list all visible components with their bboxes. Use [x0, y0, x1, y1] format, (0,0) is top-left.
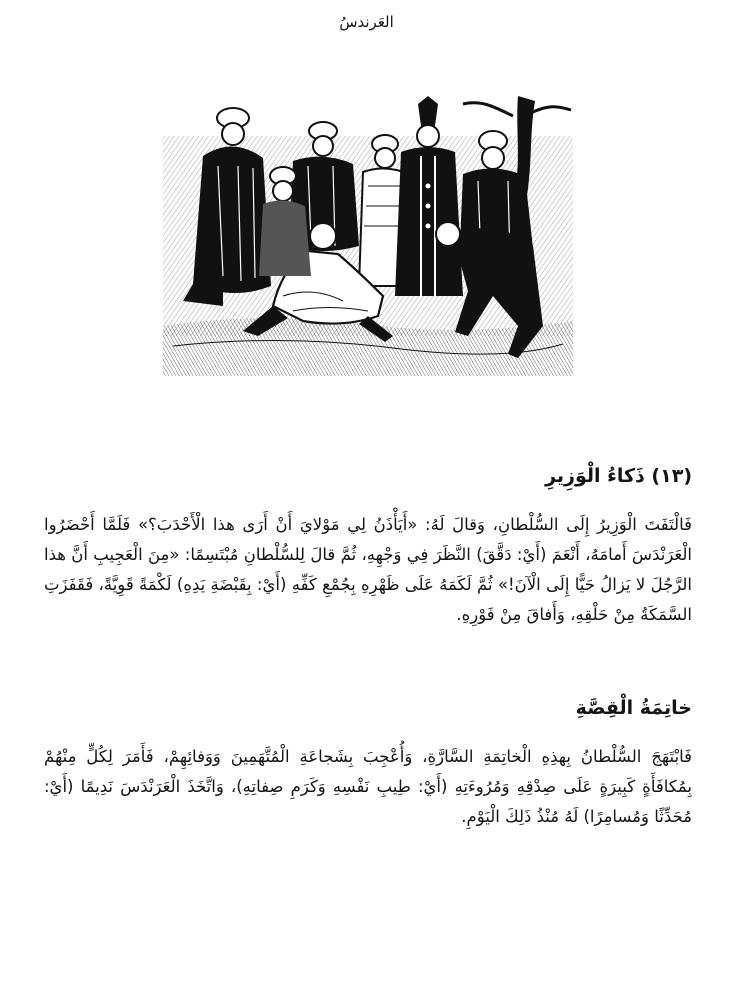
section-vizier-intelligence: [44, 462, 692, 630]
section-story-ending: [44, 694, 692, 832]
section-heading: (١٣) ذَكاءُ الْوَزِيرِ: [545, 465, 692, 487]
section-paragraph: فَابْتَهَجَ السُّلْطانُ بِهذِهِ الْخاتِمَةِ السَّارَّةِ، وَأُعْجِبَ بِشَجاعَةِ الْمُتَّهَمِينَ وَوَفائِهِمْ، فَأَمَرَ لِكُلٍّ مِنْهُمْ بِمُكافَأَةٍ كَبِيرَةٍ عَلَى صِدْقِهِ وَمُرُوءَتِهِ (أَيْ: طِيبِ نَفْسِهِ وَكَرَمِ صِفاتِهِ)، وَاتَّخَذَ الْعَرَنْدَسَ نَدِيمًا (أَيْ: مُحَدِّثًا وَمُسامِرًا) لَهُ مُنْذُ ذَلِكَ الْيَوْمِ.: [44, 747, 692, 826]
section-paragraph: فَالْتَفَتَ الْوَزِيرُ إِلَى السُّلْطانِ، وَقالَ لَهُ: «أَيَأْذَنُ لِي مَوْلايَ أَنْ أَرَى هذا الْأَحْدَبَ؟» فَلَمَّا أَحْضَرُوا الْعَرَنْدَسَ أَمامَهُ، أَنْعَمَ (أَيْ: دَقَّقَ) النَّظَرَ فِي وَجْهِهِ، ثُمَّ قالَ لِلسُّلْطانِ مُبْتَسِمًا: «مِنَ الْعَجِيبِ أَنَّ هذا الرَّجُلَ لا يَزالُ حَيًّا إِلَى الْآنَ!» ثُمَّ لَكَمَهُ عَلَى ظَهْرِهِ بِجُمْعِ كَفِّهِ (أَيْ: بِقَبْضَةِ يَدِهِ) لَكْمَةً قَوِيَّةً، فَقَفَزَتِ السَّمَكَةُ مِنْ حَلْقِهِ، وَأَفاقَ مِنْ فَوْرِهِ.: [44, 515, 692, 624]
woodcut-illustration-icon: [163, 96, 573, 376]
section-heading: خاتِمَةُ الْقِصَّةِ: [575, 697, 692, 719]
running-header: العَرندسُ: [339, 13, 394, 31]
